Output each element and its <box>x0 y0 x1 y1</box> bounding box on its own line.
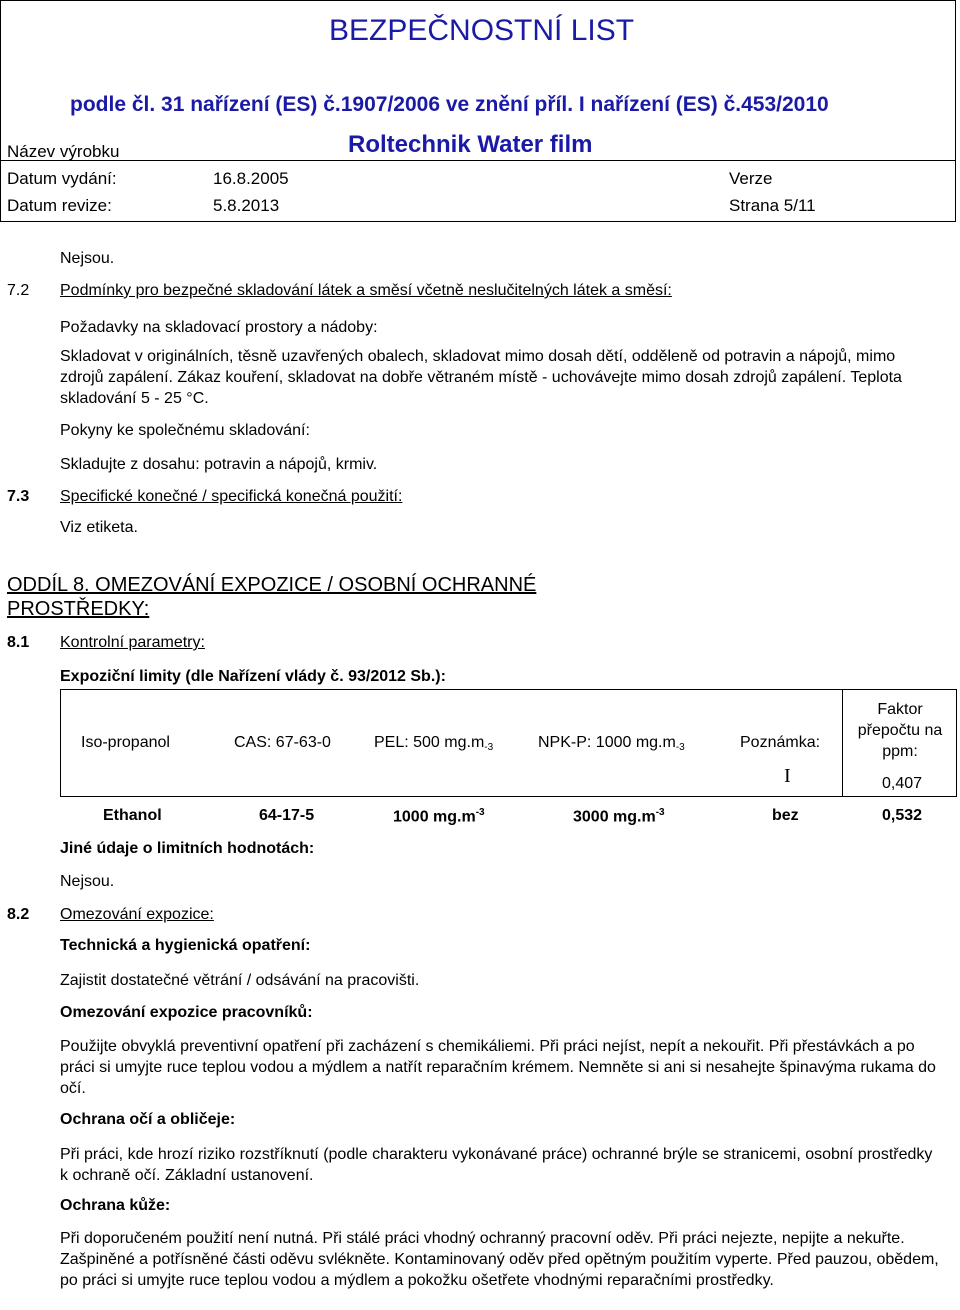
worker-exposure-text: Použijte obvyklá preventivní opatření při zacházení s chemikáliemi. Při práci nejíst, nepít a nekouřit. Při přestávkách a po práci si umyjte ruce teplou vodou a mýdlem a natřít reparačním krémem. Nemněte si ani si nesahejte špinavýma rukama do očí. <box>60 1038 936 1097</box>
product-label: Název výrobku <box>7 142 120 161</box>
table-divider <box>842 689 843 797</box>
revision-date: 5.8.2013 <box>213 196 280 215</box>
issue-date: 16.8.2005 <box>213 169 289 188</box>
skin-protection-text: Při doporučeném použití není nutná. Při stálé práci vhodný ochranný pracovní oděv. Při práci nejezte, nepijte a nekuřte. Zašpiněné a potřísněné části oděvu svlékněte. Kontaminovaný oděv před opětným použitím vyperte. Před pauzou, obědem, po práci si umyjte ruce teplou vodou a mýdlem a pokožku ošetřete vhodnými reparačními prostředky. <box>60 1230 939 1289</box>
exposure-limits-table <box>60 689 958 827</box>
substance-name: Iso-propanol <box>81 734 170 751</box>
revision-date-label: Datum revize: <box>7 196 112 215</box>
substance-name: Ethanol <box>103 807 162 824</box>
exposure-limits-heading: Expoziční limity (dle Nařízení vlády č. 93/2012 Sb.): <box>60 668 446 685</box>
eye-protection-heading: Ochrana očí a obličeje: <box>60 1111 236 1128</box>
note-value: bez <box>772 807 799 824</box>
section-7-3-title: Specifické konečné / specifická konečná použití: <box>60 488 403 505</box>
section-7-3-number: 7.3 <box>7 488 30 505</box>
storage-requirements-heading: Požadavky na skladovací prostory a nádoby: <box>60 319 378 336</box>
page-number: Strana 5/11 <box>729 196 816 215</box>
other-limits-text: Nejsou. <box>60 873 115 890</box>
document-title: BEZPEČNOSTNÍ LIST <box>329 14 635 47</box>
section-8-2-title: Omezování expozice: <box>60 906 214 923</box>
joint-storage-heading: Pokyny ke společnému skladování: <box>60 422 310 439</box>
note-label: Poznámka: <box>740 734 821 751</box>
previous-text: Nejsou. <box>60 250 115 267</box>
joint-storage-text: Skladujte z dosahu: potravin a nápojů, krmiv. <box>60 456 378 473</box>
product-name: Roltechnik Water film <box>348 131 593 158</box>
section-8-title: ODDÍL 8. OMEZOVÁNÍ EXPOZICE / OSOBNÍ OCHRANNÉ PROSTŘEDKY: <box>7 574 537 620</box>
section-8-1-title: Kontrolní parametry: <box>60 634 205 651</box>
storage-requirements-text: Skladovat v originálních, těsně uzavřených obalech, skladovat mimo dosah dětí, odděleně od potravin a nápojů, mimo zdrojů zapálení. Zákaz kouření, skladovat na dobře větraném místě - uchovávejte mimo dosah zdrojů zapálení. Teplota skladování 5 - 25 °C. <box>60 348 902 407</box>
issue-date-label: Datum vydání: <box>7 169 117 188</box>
table-row <box>60 689 957 797</box>
cas-number: 64-17-5 <box>259 807 315 824</box>
worker-exposure-heading: Omezování expozice pracovníků: <box>60 1004 313 1021</box>
version-label: Verze <box>729 169 773 188</box>
skin-protection-heading: Ochrana kůže: <box>60 1197 171 1214</box>
section-7-2-number: 7.2 <box>7 282 30 299</box>
factor-value: 0,407 <box>882 775 923 792</box>
technical-measures-text: Zajistit dostatečné větrání / odsávání na pracovišti. <box>60 972 420 989</box>
header-divider <box>0 160 955 161</box>
factor-label: Faktor přepočtu na ppm: <box>857 701 943 760</box>
eye-protection-text: Při práci, kde hrozí riziko rozstříknutí (podle charakteru vykonávané práce) ochranné brýle se stranicemi, osobní prostředky k ochraně očí. Základní ustanovení. <box>60 1146 933 1184</box>
pel-value: PEL: 500 mg.m-3 <box>374 734 494 753</box>
section-7-3-text: Viz etiketa. <box>60 519 138 536</box>
section-7-2-title: Podmínky pro bezpečné skladování látek a směsí včetně neslučitelných látek a směsí: <box>60 282 672 299</box>
npk-value: NPK-P: 1000 mg.m-3 <box>538 734 685 753</box>
section-8-1-number: 8.1 <box>7 634 30 651</box>
note-value: I <box>784 765 791 787</box>
technical-measures-heading: Technická a hygienická opatření: <box>60 937 311 954</box>
npk-value: 3000 $mg.m^{-3}$ <box>573 807 665 826</box>
other-limits-heading: Jiné údaje o limitních hodnotách: <box>60 840 315 857</box>
pel-value: 1000 $mg.m^{-3}$ <box>393 807 485 826</box>
table-row <box>60 797 957 827</box>
cas-number: CAS: 67-63-0 <box>234 734 331 751</box>
section-8-2-number: 8.2 <box>7 906 30 923</box>
document-subtitle: podle čl. 31 nařízení (ES) č.1907/2006 ve znění příl. I nařízení (ES) č.453/2010 <box>70 93 829 116</box>
factor-value: 0,532 <box>882 807 923 824</box>
